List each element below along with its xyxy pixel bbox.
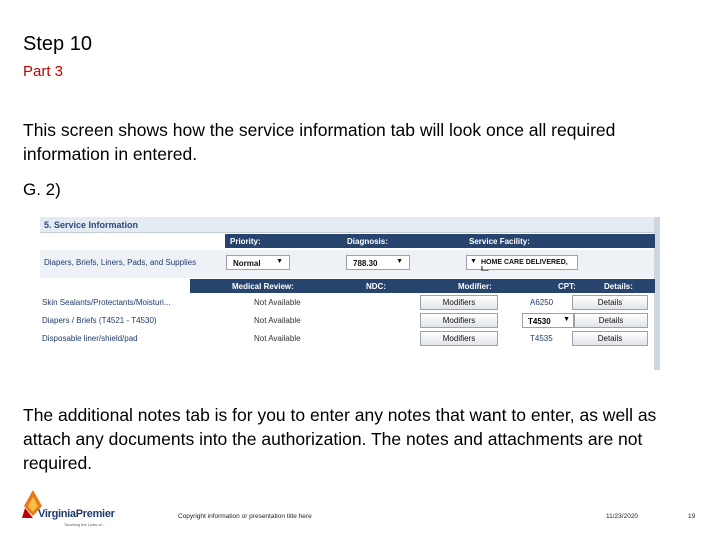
- medical-review-value: Not Available: [254, 298, 301, 307]
- priority-select[interactable]: [226, 255, 290, 270]
- footer-date: 11/23/2020: [606, 513, 639, 520]
- cpt-header: CPT:: [558, 282, 576, 291]
- step-reference: G. 2): [23, 180, 61, 199]
- modifiers-button[interactable]: Modifiers: [420, 313, 498, 328]
- footer-copyright: Copyright information or presentation title here: [178, 513, 312, 520]
- table-row: [40, 293, 654, 311]
- cpt-value: A6250: [530, 298, 554, 307]
- service-facility-value: HOME CARE DELIVERED, I...: [481, 259, 568, 273]
- panel-header-title: 5. Service Information: [44, 220, 139, 230]
- logo-wordmark: VirginiaPremier: [38, 508, 115, 520]
- table-row: [40, 311, 654, 329]
- row-label: Skin Sealants/Protectants/Moisturi...: [42, 298, 171, 307]
- top-header-bar: [225, 234, 655, 248]
- medical-review-value: Not Available: [254, 334, 301, 343]
- details-header: Details:: [604, 282, 633, 291]
- diagnosis-select-value: 788.30: [353, 259, 378, 268]
- footer-page-number: 19: [688, 513, 696, 520]
- row-label: Disposable liner/shield/pad: [42, 334, 138, 343]
- row-label: Diapers / Briefs (T4521 - T4530): [42, 316, 157, 325]
- medical-review-value: Not Available: [254, 316, 301, 325]
- details-button[interactable]: Details: [572, 295, 648, 310]
- dropdown-arrow-icon: ▼: [470, 258, 477, 265]
- details-button[interactable]: Details: [574, 313, 648, 328]
- service-facility-header: Service Facility:: [469, 237, 530, 246]
- notes-paragraph: The additional notes tab is for you to enter any notes that want to enter, as well as attach any documents into the authorization. The notes and attachments are not required.: [23, 405, 657, 473]
- modifiers-button[interactable]: Modifiers: [420, 331, 498, 346]
- dropdown-arrow-icon: ▼: [563, 316, 570, 323]
- panel-header: [40, 217, 654, 233]
- cpt-value: T4535: [530, 334, 553, 343]
- service-row: [40, 250, 654, 278]
- cpt-select[interactable]: [522, 313, 574, 328]
- dropdown-arrow-icon: ▼: [276, 258, 283, 265]
- medical-review-header: Medical Review:: [232, 282, 294, 291]
- priority-select-value: Normal: [233, 259, 261, 268]
- cpt-select-value: T4530: [528, 317, 551, 326]
- priority-header: Priority:: [230, 237, 261, 246]
- logo-tagline: Touching the Lives of...: [64, 522, 105, 527]
- dropdown-arrow-icon: ▼: [396, 258, 403, 265]
- table-row: [40, 329, 654, 347]
- modifier-header: Modifier:: [458, 282, 492, 291]
- modifiers-button[interactable]: Modifiers: [420, 295, 498, 310]
- intro-paragraph: This screen shows how the service information tab will look once all required information in entered.: [23, 120, 616, 164]
- diagnosis-select[interactable]: [346, 255, 410, 270]
- slide-subtitle: Part 3: [23, 63, 64, 80]
- service-information-screenshot: [40, 217, 655, 370]
- details-button[interactable]: Details: [572, 331, 648, 346]
- service-facility-select[interactable]: [466, 255, 578, 273]
- detail-header-bar: [190, 279, 655, 293]
- service-row-label: Diapers, Briefs, Liners, Pads, and Supplies: [44, 258, 197, 267]
- virginia-premier-logo: [22, 490, 132, 530]
- diagnosis-header: Diagnosis:: [347, 237, 388, 246]
- slide-title: Step 10: [23, 33, 92, 55]
- ndc-header: NDC:: [366, 282, 386, 291]
